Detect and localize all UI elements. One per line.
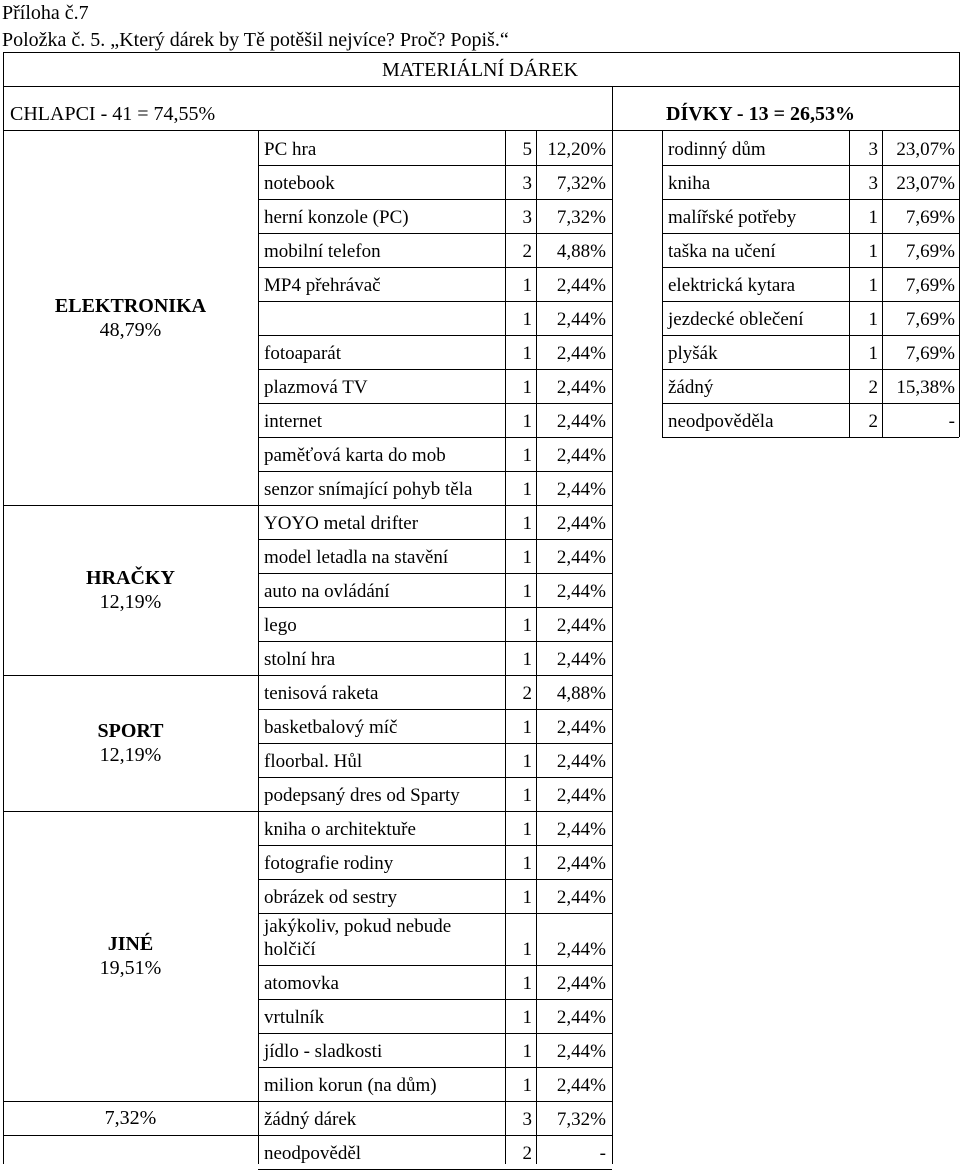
category-percent: 48,79% <box>99 319 162 341</box>
grid-line <box>3 130 612 131</box>
girls-row-count: 1 <box>868 275 878 296</box>
row-item: kniha o architektuře <box>264 819 416 840</box>
girls-row-count: 1 <box>868 241 878 262</box>
row-percent: 2,44% <box>556 309 606 330</box>
grid-line <box>258 913 612 914</box>
row-percent: 2,44% <box>556 615 606 636</box>
grid-line <box>662 233 959 234</box>
category-name: HRAČKY <box>86 567 175 589</box>
row-count: 1 <box>522 785 532 806</box>
grid-line <box>258 369 612 370</box>
row-count: 1 <box>522 1041 532 1062</box>
row-item: tenisová raketa <box>264 683 379 704</box>
category-percent: 19,51% <box>99 957 162 979</box>
row-count: 1 <box>522 343 532 364</box>
row-item: vrtulník <box>264 1007 325 1028</box>
girls-row-percent: 7,69% <box>905 275 955 296</box>
girls-row-count: 2 <box>868 377 878 398</box>
grid-line <box>3 811 258 812</box>
grid-line <box>258 471 612 472</box>
girls-row-percent: 23,07% <box>896 173 955 194</box>
grid-line <box>662 131 663 437</box>
row-count: 1 <box>522 445 532 466</box>
grid-line <box>258 267 612 268</box>
grid-line <box>258 1033 612 1034</box>
grid-line <box>258 965 612 966</box>
girls-row-count: 1 <box>868 343 878 364</box>
girls-row-count: 3 <box>868 173 878 194</box>
girls-row-count: 3 <box>868 139 878 160</box>
row-count: 1 <box>522 615 532 636</box>
girls-row-count: 1 <box>868 309 878 330</box>
row-percent: 2,44% <box>556 853 606 874</box>
row-item: herní konzole (PC) <box>264 207 409 228</box>
row-count: 1 <box>522 581 532 602</box>
grid-line <box>258 845 612 846</box>
row-count: 1 <box>522 1007 532 1028</box>
grid-line <box>662 199 959 200</box>
row-percent: 2,44% <box>556 275 606 296</box>
row-count: 3 <box>522 207 532 228</box>
row-percent: 2,44% <box>556 1007 606 1028</box>
row-count: 1 <box>522 939 532 960</box>
row-count: 2 <box>522 241 532 262</box>
grid-line <box>258 879 612 880</box>
girls-row-count: 1 <box>868 207 878 228</box>
row-count: 1 <box>522 853 532 874</box>
grid-line <box>258 437 612 438</box>
row-item: holčičí <box>264 939 316 960</box>
row-item: floorbal. Hůl <box>264 751 363 772</box>
grid-line <box>258 743 612 744</box>
row-count: 1 <box>522 309 532 330</box>
grid-line <box>3 505 258 506</box>
row-percent: 2,44% <box>556 887 606 908</box>
grid-line <box>612 86 613 1164</box>
row-percent: 2,44% <box>556 939 606 960</box>
row-count: 1 <box>522 819 532 840</box>
row-count: 3 <box>522 1109 532 1130</box>
row-item: neodpověděl <box>264 1143 362 1164</box>
row-item: paměťová karta do mob <box>264 445 446 466</box>
girls-row-percent: 7,69% <box>905 343 955 364</box>
row-item: podepsaný dres od Sparty <box>264 785 460 806</box>
row-percent: 7,32% <box>556 173 606 194</box>
row-percent: 2,44% <box>556 513 606 534</box>
row-item: stolní hra <box>264 649 336 670</box>
grid-line <box>662 369 959 370</box>
grid-line <box>258 403 612 404</box>
row-percent: 2,44% <box>556 411 606 432</box>
grid-line <box>258 811 612 812</box>
row-percent: 4,88% <box>556 683 606 704</box>
row-item: atomovka <box>264 973 339 994</box>
girls-row-count: 2 <box>868 411 878 432</box>
category-name: SPORT <box>97 720 164 742</box>
row-count: 3 <box>522 173 532 194</box>
row-item: mobilní telefon <box>264 241 381 262</box>
row-percent: 2,44% <box>556 1041 606 1062</box>
grid-line <box>258 573 612 574</box>
grid-line <box>258 301 612 302</box>
grid-line <box>258 777 612 778</box>
grid-line <box>3 1135 258 1136</box>
grid-line <box>258 607 612 608</box>
row-count: 1 <box>522 649 532 670</box>
row-item: jídlo - sladkosti <box>264 1041 383 1062</box>
grid-line <box>258 675 612 676</box>
question-text: Položka č. 5. „Který dárek by Tě potěšil nejvíce? Proč? Popiš.“ <box>2 29 509 51</box>
row-count: 1 <box>522 377 532 398</box>
girls-row-item: elektrická kytara <box>668 275 796 296</box>
girls-row-item: kniha <box>668 173 711 194</box>
grid-line <box>258 709 612 710</box>
row-item: MP4 přehrávač <box>264 275 381 296</box>
row-item-line1: jakýkoliv, pokud nebude <box>264 916 452 937</box>
row-percent: 12,20% <box>547 139 606 160</box>
row-item: PC hra <box>264 139 317 160</box>
row-percent: 2,44% <box>556 377 606 398</box>
grid-line <box>258 335 612 336</box>
row-item: YOYO metal drifter <box>264 513 419 534</box>
grid-line <box>258 539 612 540</box>
grid-line <box>3 86 960 87</box>
row-item: notebook <box>264 173 335 194</box>
girls-row-percent: 7,69% <box>905 207 955 228</box>
row-percent: 2,44% <box>556 343 606 364</box>
row-item: model letadla na stavění <box>264 547 449 568</box>
row-item: milion korun (na dům) <box>264 1075 437 1096</box>
row-item: plazmová TV <box>264 377 368 398</box>
girls-row-percent: 7,69% <box>905 241 955 262</box>
girls-row-item: jezdecké oblečení <box>668 309 804 330</box>
girls-row-item: malířské potřeby <box>668 207 797 228</box>
category-percent: 12,19% <box>99 591 162 613</box>
boys-heading: CHLAPCI - 41 = 74,55% <box>10 103 216 125</box>
grid-line <box>662 403 959 404</box>
row-percent: 2,44% <box>556 581 606 602</box>
row-percent: 2,44% <box>556 717 606 738</box>
row-count: 1 <box>522 1075 532 1096</box>
category-percent: 12,19% <box>99 744 162 766</box>
row-percent: 2,44% <box>556 819 606 840</box>
row-count: 1 <box>522 547 532 568</box>
girls-row-percent: 15,38% <box>896 377 955 398</box>
row-percent: 2,44% <box>556 547 606 568</box>
row-count: 1 <box>522 751 532 772</box>
row-percent: 2,44% <box>556 649 606 670</box>
row-count: 1 <box>522 973 532 994</box>
grid-line <box>258 1101 612 1102</box>
girls-row-item: plyšák <box>668 343 718 364</box>
row-item: internet <box>264 411 323 432</box>
grid-line <box>662 267 959 268</box>
grid-line <box>612 130 960 131</box>
grid-line <box>258 1067 612 1068</box>
grid-line <box>258 199 612 200</box>
row-item: auto na ovládání <box>264 581 390 602</box>
grid-line <box>258 1135 612 1136</box>
annex-label: Příloha č.7 <box>2 2 89 24</box>
row-count: 1 <box>522 887 532 908</box>
row-count: 2 <box>522 1143 532 1164</box>
row-percent: - <box>599 1143 606 1164</box>
category-name: ELEKTRONIKA <box>54 295 207 317</box>
table-title: MATERIÁLNÍ DÁREK <box>381 59 579 81</box>
row-count: 1 <box>522 275 532 296</box>
row-percent: 2,44% <box>556 445 606 466</box>
grid-line <box>3 675 258 676</box>
grid-line <box>662 301 959 302</box>
row-item: fotografie rodiny <box>264 853 394 874</box>
row-percent: 2,44% <box>556 751 606 772</box>
grid-line <box>662 165 959 166</box>
row-percent: 7,32% <box>556 1109 606 1130</box>
row-count: 5 <box>522 139 532 160</box>
row-count: 1 <box>522 411 532 432</box>
row-percent: 2,44% <box>556 973 606 994</box>
row-count: 1 <box>522 479 532 500</box>
row-count: 1 <box>522 513 532 534</box>
grid-line <box>3 52 960 53</box>
row-item: fotoaparát <box>264 343 342 364</box>
grid-line <box>258 165 612 166</box>
girls-row-percent: 7,69% <box>905 309 955 330</box>
grid-line <box>258 131 259 1164</box>
row-count: 2 <box>522 683 532 704</box>
grid-line <box>258 233 612 234</box>
grid-line <box>258 505 612 506</box>
row-percent: 4,88% <box>556 241 606 262</box>
row-item: obrázek od sestry <box>264 887 397 908</box>
girls-row-item: žádný <box>668 377 714 398</box>
row-item: lego <box>264 615 297 636</box>
girls-row-item: neodpověděla <box>668 411 774 432</box>
row-percent: 2,44% <box>556 785 606 806</box>
girls-heading: DÍVKY - 13 = 26,53% <box>666 103 855 125</box>
girls-row-percent: 23,07% <box>896 139 955 160</box>
grid-line <box>3 1101 258 1102</box>
row-percent: 7,32% <box>556 207 606 228</box>
grid-line <box>662 437 959 438</box>
row-percent: 2,44% <box>556 1075 606 1096</box>
girls-row-percent: - <box>948 411 955 432</box>
grid-line <box>258 641 612 642</box>
girls-row-item: taška na učení <box>668 241 776 262</box>
category-name: JINÉ <box>107 933 154 955</box>
row-item: senzor snímající pohyb těla <box>264 479 473 500</box>
category-percent: 7,32% <box>104 1107 157 1129</box>
row-item: basketbalový míč <box>264 717 398 738</box>
row-item: žádný dárek <box>264 1109 357 1130</box>
girls-row-item: rodinný dům <box>668 139 766 160</box>
grid-line <box>662 335 959 336</box>
grid-line <box>258 999 612 1000</box>
row-count: 1 <box>522 717 532 738</box>
row-percent: 2,44% <box>556 479 606 500</box>
